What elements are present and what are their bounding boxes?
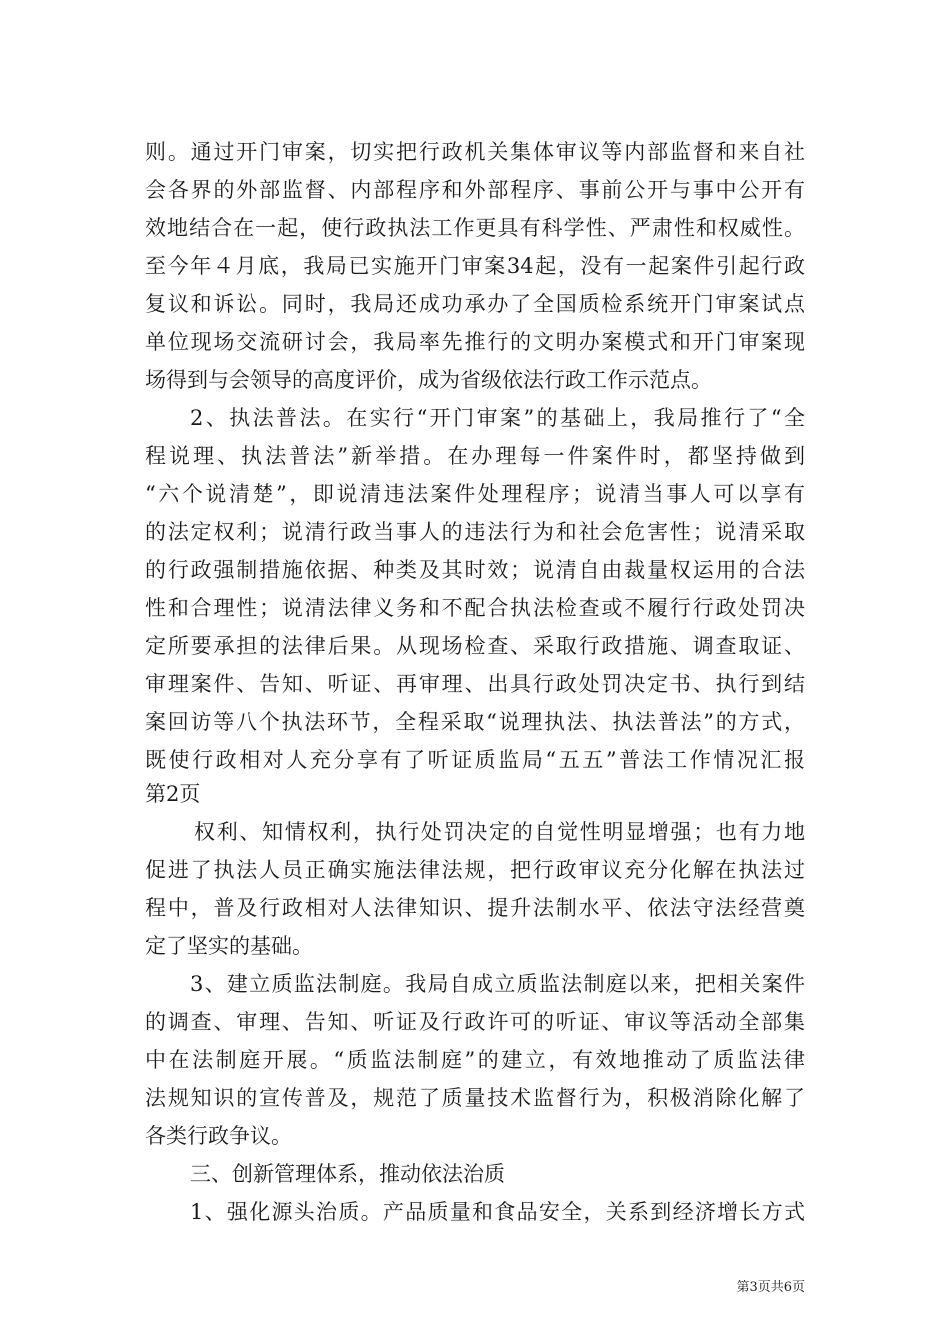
- text-line: 定了坚实的基础。: [145, 934, 313, 958]
- text-line: “六个说清楚”，即说清违法案件处理程序；说清当事人可以享有: [145, 482, 805, 506]
- embedded-page-label: 第2页: [145, 782, 201, 806]
- text-line: 既使行政相对人充分享有了听证质监局“五五”普法工作情况汇报: [145, 748, 805, 772]
- paragraph-start-line: 1、强化源头治质。产品质量和食品安全，关系到经济增长方式: [190, 1200, 805, 1224]
- text-line: 法规知识的宣传普及，规范了质量技术监督行为，积极消除化解了: [145, 1086, 805, 1110]
- text-line: 定所要承担的法律后果。从现场检查、采取行政措施、调查取证、: [145, 634, 805, 658]
- paragraph-start-line: 2、执法普法。在实行“开门审案”的基础上，我局推行了“全: [190, 406, 805, 430]
- text-line: 的调查、审理、告知、听证及行政许可的听证、审议等活动全部集: [145, 1010, 805, 1034]
- paragraph-start-line: 3、建立质监法制庭。我局自成立质监法制庭以来，把相关案件: [190, 972, 805, 996]
- section-heading: 三、创新管理体系，推动依法治质: [190, 1162, 505, 1186]
- text-line: 复议和诉讼。同时，我局还成功承办了全国质检系统开门审案试点: [145, 292, 805, 316]
- page-footer: 第3页共6页: [736, 1280, 805, 1295]
- paragraph-start-line: 权利、知情权利，执行处罚决定的自觉性明显增强；也有力地: [194, 820, 805, 844]
- text-line: 促进了执法人员正确实施法律法规，把行政审议充分化解在执法过: [145, 858, 805, 882]
- text-line: 案回访等八个执法环节，全程采取“说理执法、执法普法”的方式，: [145, 710, 805, 734]
- text-line: 程中，普及行政相对人法律知识、提升法制水平、依法守法经营奠: [145, 896, 805, 920]
- text-line: 的法定权利；说清行政当事人的违法行为和社会危害性；说清采取: [145, 520, 805, 544]
- text-line: 中在法制庭开展。“质监法制庭”的建立，有效地推动了质监法律: [145, 1048, 805, 1072]
- text-line: 效地结合在一起，使行政执法工作更具有科学性、严肃性和权威性。: [145, 216, 805, 240]
- text-line: 场得到与会领导的高度评价，成为省级依法行政工作示范点。: [145, 368, 712, 392]
- text-line: 各类行政争议。: [145, 1124, 292, 1148]
- text-line: 会各界的外部监督、内部程序和外部程序、事前公开与事中公开有: [145, 178, 805, 202]
- text-line: 性和合理性；说清法律义务和不配合执法检查或不履行行政处罚决: [145, 596, 805, 620]
- text-line: 则。通过开门审案，切实把行政机关集体审议等内部监督和来自社: [145, 140, 805, 164]
- text-line: 审理案件、告知、听证、再审理、出具行政处罚决定书、执行到结: [145, 672, 805, 696]
- text-line: 的行政强制措施依据、种类及其时效；说清自由裁量权运用的合法: [145, 558, 805, 582]
- text-line: 程说理、执法普法”新举措。在办理每一件案件时，都坚持做到: [145, 444, 805, 468]
- text-line: 单位现场交流研讨会，我局率先推行的文明办案模式和开门审案现: [145, 330, 805, 354]
- text-line: 至今年４月底，我局已实施开门审案34起，没有一起案件引起行政: [145, 254, 805, 278]
